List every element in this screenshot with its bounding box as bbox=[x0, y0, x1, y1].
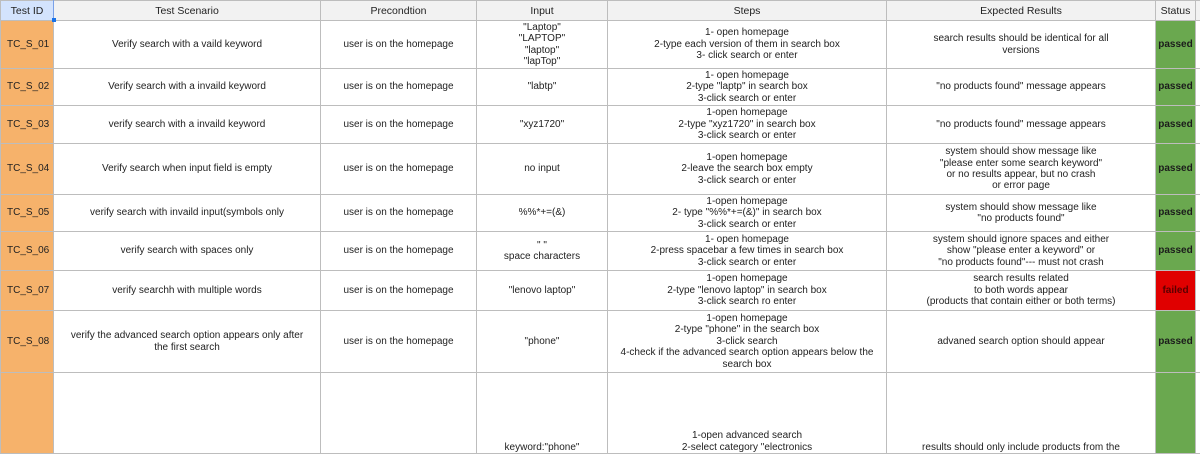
cell-test-id[interactable]: TC_S_01 bbox=[1, 21, 54, 69]
cell-steps[interactable]: 1-open homepage 2- type "%%*+=(&)" in search box 3-click search or enter bbox=[608, 195, 887, 232]
cell-input[interactable]: %%*+=(&) bbox=[477, 195, 608, 232]
cell-steps[interactable]: 1- open homepage 2-press spacebar a few times in search box 3-click search or enter bbox=[608, 232, 887, 271]
cell-test-scenario[interactable]: verify search with a invaild keyword bbox=[54, 106, 321, 144]
cell-input[interactable]: "Laptop" "LAPTOP" "laptop" "lapTop" bbox=[477, 21, 608, 69]
cell-extra[interactable] bbox=[1196, 271, 1200, 311]
header-test-scenario[interactable]: Test Scenario bbox=[54, 1, 321, 21]
cell-extra[interactable] bbox=[1196, 195, 1200, 232]
table-row bbox=[1, 232, 1200, 271]
cell-test-id[interactable]: TC_S_04 bbox=[1, 144, 54, 195]
cell-test-id[interactable]: TC_S_08 bbox=[1, 311, 54, 373]
cell-expected-results[interactable]: search results related to both words appear (products that contain either or both terms) bbox=[887, 271, 1156, 311]
cell-input[interactable]: "labtp" bbox=[477, 69, 608, 106]
table-row bbox=[1, 69, 1200, 106]
cell-precondition[interactable]: user is on the homepage bbox=[321, 232, 477, 271]
cell-extra[interactable] bbox=[1196, 106, 1200, 144]
cell-steps[interactable]: 1-open homepage 2-type "lenovo laptop" in search box 3-click search ro enter bbox=[608, 271, 887, 311]
cell-precondition[interactable]: user is on the homepage bbox=[321, 311, 477, 373]
cell-test-id[interactable]: TC_S_07 bbox=[1, 271, 54, 311]
table-row bbox=[1, 373, 1200, 454]
cell-test-id[interactable] bbox=[1, 373, 54, 454]
cell-steps[interactable]: 1-open advanced search 2-select category "electronics bbox=[608, 373, 887, 454]
cell-expected-results[interactable]: "no products found" message appears bbox=[887, 106, 1156, 144]
cell-status[interactable]: passed bbox=[1156, 195, 1196, 232]
cell-expected-results[interactable]: search results should be identical for all versions bbox=[887, 21, 1156, 69]
header-precondition[interactable]: Precondtion bbox=[321, 1, 477, 21]
header-input[interactable]: Input bbox=[477, 1, 608, 21]
cell-test-id[interactable]: TC_S_06 bbox=[1, 232, 54, 271]
cell-input[interactable]: "phone" bbox=[477, 311, 608, 373]
cell-input[interactable]: " " space characters bbox=[477, 232, 608, 271]
cell-status[interactable]: passed bbox=[1156, 144, 1196, 195]
selection-handle[interactable] bbox=[52, 18, 56, 22]
cell-status[interactable]: failed bbox=[1156, 271, 1196, 311]
cell-extra[interactable] bbox=[1196, 232, 1200, 271]
cell-test-scenario[interactable]: Verify search with a vaild keyword bbox=[54, 21, 321, 69]
cell-expected-results[interactable]: system should show message like "please enter some search keyword" or no results appear, but no crash or error page bbox=[887, 144, 1156, 195]
cell-precondition[interactable] bbox=[321, 373, 477, 454]
cell-expected-results[interactable]: results should only include products from the bbox=[887, 373, 1156, 454]
cell-steps[interactable]: 1- open homepage 2-type "laptp" in search box 3-click search or enter bbox=[608, 69, 887, 106]
cell-status[interactable] bbox=[1156, 373, 1196, 454]
cell-precondition[interactable]: user is on the homepage bbox=[321, 21, 477, 69]
header-row bbox=[1, 1, 1200, 21]
table-row bbox=[1, 21, 1200, 69]
cell-input[interactable]: "lenovo laptop" bbox=[477, 271, 608, 311]
table-row bbox=[1, 106, 1200, 144]
cell-input[interactable]: keyword:"phone" bbox=[477, 373, 608, 454]
header-extra-column[interactable] bbox=[1196, 1, 1200, 21]
cell-input[interactable]: no input bbox=[477, 144, 608, 195]
cell-expected-results[interactable]: system should ignore spaces and either show "please enter a keyword" or "no products found"--- must not crash bbox=[887, 232, 1156, 271]
cell-expected-results[interactable]: system should show message like "no products found" bbox=[887, 195, 1156, 232]
cell-test-scenario[interactable]: Verify search when input field is empty bbox=[54, 144, 321, 195]
cell-extra[interactable] bbox=[1196, 69, 1200, 106]
header-steps[interactable]: Steps bbox=[608, 1, 887, 21]
cell-extra[interactable] bbox=[1196, 21, 1200, 69]
table-row bbox=[1, 311, 1200, 373]
cell-test-id[interactable]: TC_S_02 bbox=[1, 69, 54, 106]
cell-precondition[interactable]: user is on the homepage bbox=[321, 69, 477, 106]
header-expected-results[interactable]: Expected Results bbox=[887, 1, 1156, 21]
cell-test-scenario[interactable] bbox=[54, 373, 321, 454]
cell-status[interactable]: passed bbox=[1156, 311, 1196, 373]
cell-status[interactable]: passed bbox=[1156, 232, 1196, 271]
cell-status[interactable]: passed bbox=[1156, 69, 1196, 106]
cell-steps[interactable]: 1-open homepage 2-type "xyz1720" in search box 3-click search or enter bbox=[608, 106, 887, 144]
cell-steps[interactable]: 1-open homepage 2-type "phone" in the search box 3-click search 4-check if the advanced search option appears below the search box bbox=[608, 311, 887, 373]
cell-extra[interactable] bbox=[1196, 311, 1200, 373]
cell-input[interactable]: "xyz1720" bbox=[477, 106, 608, 144]
cell-test-scenario[interactable]: verify searchh with multiple words bbox=[54, 271, 321, 311]
header-status[interactable]: Status bbox=[1156, 1, 1196, 21]
cell-test-scenario[interactable]: Verify search with a invaild keyword bbox=[54, 69, 321, 106]
cell-precondition[interactable]: user is on the homepage bbox=[321, 144, 477, 195]
cell-precondition[interactable]: user is on the homepage bbox=[321, 271, 477, 311]
cell-test-scenario[interactable]: verify search with invaild input(symbols only bbox=[54, 195, 321, 232]
cell-status[interactable]: passed bbox=[1156, 21, 1196, 69]
cell-steps[interactable]: 1- open homepage 2-type each version of them in search box 3- click search or enter bbox=[608, 21, 887, 69]
cell-expected-results[interactable]: "no products found" message appears bbox=[887, 69, 1156, 106]
cell-extra[interactable] bbox=[1196, 373, 1200, 454]
cell-precondition[interactable]: user is on the homepage bbox=[321, 195, 477, 232]
cell-steps[interactable]: 1-open homepage 2-leave the search box empty 3-click search or enter bbox=[608, 144, 887, 195]
cell-test-id[interactable]: TC_S_03 bbox=[1, 106, 54, 144]
cell-test-scenario[interactable]: verify search with spaces only bbox=[54, 232, 321, 271]
cell-test-scenario[interactable]: verify the advanced search option appears only after the first search bbox=[54, 311, 321, 373]
table-row bbox=[1, 144, 1200, 195]
cell-test-id[interactable]: TC_S_05 bbox=[1, 195, 54, 232]
cell-status[interactable]: passed bbox=[1156, 106, 1196, 144]
table-row bbox=[1, 195, 1200, 232]
header-test-id[interactable]: Test ID bbox=[1, 1, 54, 21]
cell-extra[interactable] bbox=[1196, 144, 1200, 195]
cell-precondition[interactable]: user is on the homepage bbox=[321, 106, 477, 144]
table-row bbox=[1, 271, 1200, 311]
cell-expected-results[interactable]: advaned search option should appear bbox=[887, 311, 1156, 373]
